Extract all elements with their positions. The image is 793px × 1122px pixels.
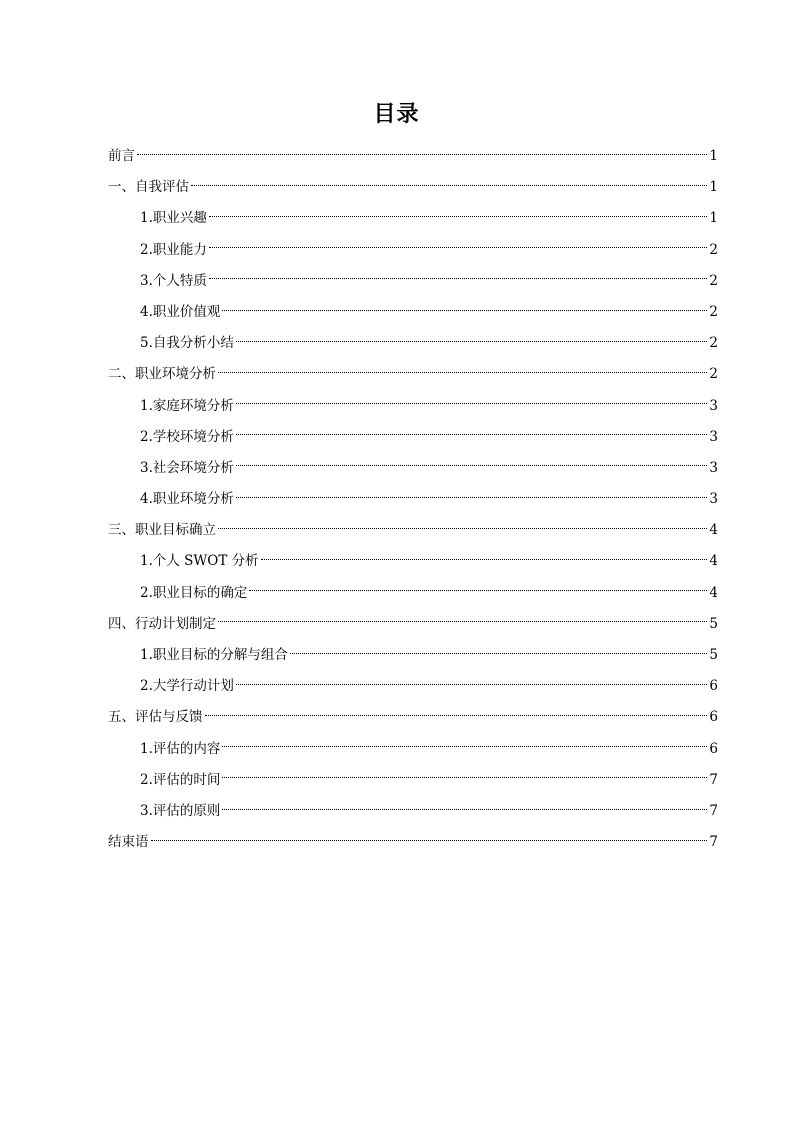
toc-entry-label: 1.家庭环境分析	[140, 397, 234, 414]
toc-entry-page: 6	[709, 709, 718, 726]
toc-entry-college-action-plan[interactable]	[108, 671, 718, 702]
toc-entry-label: 2.职业能力	[140, 241, 207, 258]
toc-entry-action-plan[interactable]	[108, 609, 718, 640]
toc-entry-page: 3	[709, 491, 718, 508]
dot-leader	[236, 683, 708, 685]
toc-entry-swot-analysis[interactable]	[108, 546, 718, 577]
toc-entry-label: 3.社会环境分析	[140, 459, 234, 476]
toc-entry-label: 2.学校环境分析	[140, 428, 234, 445]
dot-leader	[236, 402, 708, 404]
dot-leader	[209, 277, 708, 279]
toc-entry-school-environment[interactable]	[108, 422, 718, 453]
toc-entry-page: 1	[709, 210, 718, 227]
toc-entry-label: 1.评估的内容	[140, 740, 221, 757]
toc-entry-evaluation-time[interactable]	[108, 765, 718, 796]
dot-leader	[218, 527, 707, 529]
toc-entry-self-assessment[interactable]	[108, 172, 718, 203]
toc-entry-conclusion[interactable]	[108, 827, 718, 858]
toc-entry-label: 4.职业环境分析	[140, 491, 234, 508]
toc-entry-page: 7	[709, 834, 718, 851]
toc-entry-label: 5.自我分析小结	[140, 335, 234, 352]
dot-leader	[290, 652, 708, 654]
toc-entry-page: 3	[709, 459, 718, 476]
dot-leader	[205, 714, 708, 716]
toc-entry-page: 5	[709, 615, 718, 632]
dot-leader	[137, 153, 707, 155]
toc-entry-page: 2	[709, 272, 718, 289]
toc-title: 目录	[373, 102, 420, 127]
toc-entry-evaluation-feedback[interactable]	[108, 702, 718, 733]
dot-leader	[236, 340, 708, 342]
dot-leader	[209, 246, 708, 248]
toc-entry-career-environment-analysis[interactable]	[108, 359, 718, 390]
toc-entry-occupational-environment[interactable]	[108, 484, 718, 515]
toc-entry-page: 7	[709, 802, 718, 819]
toc-entry-goal-decomposition[interactable]	[108, 640, 718, 671]
toc-entry-evaluation-content[interactable]	[108, 734, 718, 765]
toc-entry-page: 5	[709, 647, 718, 663]
toc-entry-label: 4.职业价值观	[140, 303, 221, 320]
toc-entry-page: 2	[709, 241, 718, 258]
dot-leader	[218, 371, 707, 373]
toc-entry-label: 1.职业目标的分解与组合	[140, 647, 288, 663]
toc-entry-page: 3	[709, 428, 718, 445]
dot-leader	[236, 496, 708, 498]
toc-entry-family-environment[interactable]	[108, 391, 718, 422]
toc-entry-page: 3	[709, 397, 718, 414]
toc-entry-page: 1	[709, 148, 718, 164]
toc-entry-label: 3.个人特质	[140, 272, 207, 289]
dot-leader	[151, 839, 708, 841]
toc-entry-label: 三、职业目标确立	[108, 522, 216, 539]
toc-entry-career-values[interactable]	[108, 297, 718, 328]
dot-leader	[222, 745, 707, 747]
toc-entry-page: 4	[709, 522, 718, 539]
dot-leader	[249, 589, 707, 591]
toc-entry-page: 2	[709, 366, 718, 383]
toc-entry-label: 1.职业兴趣	[140, 210, 207, 227]
toc-entry-label: 3.评估的原则	[140, 802, 221, 819]
toc-list	[108, 141, 718, 858]
toc-entry-page: 1	[709, 179, 718, 196]
toc-entry-label: 二、职业环境分析	[108, 366, 216, 383]
toc-entry-career-goal-setting[interactable]	[108, 515, 718, 546]
toc-entry-label: 前言	[108, 148, 135, 164]
toc-entry-evaluation-principles[interactable]	[108, 796, 718, 827]
toc-entry-career-goal-determination[interactable]	[108, 578, 718, 609]
dot-leader	[222, 808, 707, 810]
toc-entry-page: 2	[709, 335, 718, 352]
dot-leader	[222, 309, 707, 311]
toc-entry-label: 一、自我评估	[108, 179, 189, 196]
dot-leader	[209, 215, 708, 217]
toc-entry-page: 2	[709, 303, 718, 320]
toc-entry-preface[interactable]	[108, 141, 718, 172]
toc-entry-label: 结束语	[108, 834, 149, 851]
toc-entry-label: 1.个人 SWOT 分析	[140, 553, 259, 570]
toc-entry-page: 4	[709, 553, 718, 570]
toc-entry-page: 6	[709, 740, 718, 757]
toc-entry-page: 6	[709, 678, 718, 695]
toc-entry-career-interest[interactable]	[108, 203, 718, 234]
dot-leader	[236, 464, 708, 466]
toc-entry-label: 五、评估与反馈	[108, 709, 203, 726]
toc-entry-career-ability[interactable]	[108, 235, 718, 266]
toc-entry-page: 7	[709, 771, 718, 788]
toc-entry-label: 2.职业目标的确定	[140, 584, 248, 601]
dot-leader	[236, 433, 708, 435]
dot-leader	[191, 184, 707, 186]
toc-entry-label: 2.评估的时间	[140, 771, 221, 788]
toc-entry-self-analysis-summary[interactable]	[108, 328, 718, 359]
toc-entry-label: 2.大学行动计划	[140, 678, 234, 695]
dot-leader	[222, 776, 707, 778]
toc-entry-personal-traits[interactable]	[108, 266, 718, 297]
toc-entry-page: 4	[709, 584, 718, 601]
toc-entry-social-environment[interactable]	[108, 453, 718, 484]
dot-leader	[261, 558, 708, 560]
dot-leader	[218, 620, 707, 622]
toc-entry-label: 四、行动计划制定	[108, 615, 216, 632]
